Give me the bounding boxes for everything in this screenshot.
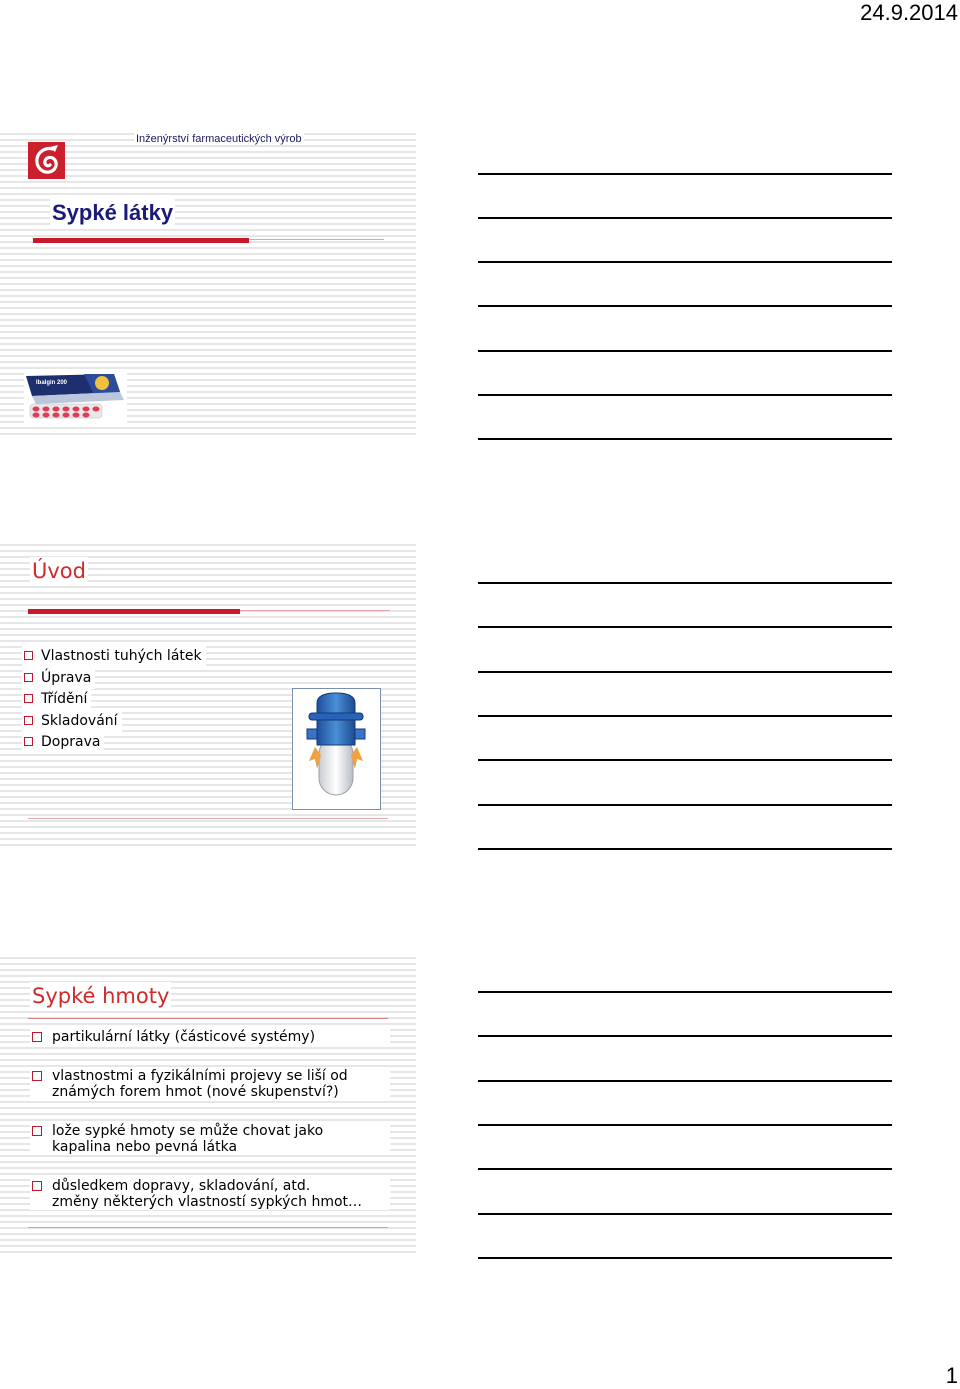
note-line	[478, 848, 892, 850]
slide-title: Sypké látky	[52, 200, 174, 225]
note-line	[478, 350, 892, 352]
note-line	[478, 991, 892, 993]
note-line	[478, 715, 892, 717]
checkbox-bullet-icon	[32, 1032, 42, 1042]
note-line	[478, 173, 892, 175]
note-line	[478, 305, 892, 307]
note-line	[478, 1213, 892, 1215]
list-item: Doprava	[22, 732, 104, 754]
list-item: partikulární látky (částicové systémy)	[30, 1029, 390, 1045]
note-line	[478, 217, 892, 219]
note-line	[478, 1257, 892, 1259]
print-date: 24.9.2014	[860, 0, 958, 25]
note-line	[478, 671, 892, 673]
note-line	[478, 1168, 892, 1170]
note-line	[478, 804, 892, 806]
note-line	[478, 1124, 892, 1126]
note-line	[478, 1035, 892, 1037]
slide-3	[0, 953, 416, 1253]
checkbox-bullet-icon	[32, 1181, 42, 1191]
list-item: Třídění	[22, 689, 91, 711]
checkbox-bullet-icon	[24, 737, 33, 746]
note-line	[478, 626, 892, 628]
list-item: Úprava	[22, 668, 95, 690]
capsule-diagram-image	[292, 688, 381, 810]
title-underline-thin	[249, 239, 384, 240]
medicine-package-image	[24, 372, 127, 424]
checkbox-bullet-icon	[24, 651, 33, 660]
slide-title: Sypké hmoty	[32, 984, 170, 1008]
checkbox-bullet-icon	[24, 716, 33, 725]
slide-2	[0, 540, 416, 849]
page-number: 1	[945, 1363, 958, 1388]
footer-line	[28, 1227, 388, 1228]
bullet-list	[22, 646, 206, 754]
list-item: Skladování	[22, 711, 122, 733]
note-line	[478, 394, 892, 396]
checkbox-bullet-icon	[32, 1071, 42, 1081]
university-logo	[28, 142, 65, 179]
title-underline	[33, 238, 249, 243]
footer-line	[28, 818, 388, 819]
list-item: důsledkem dopravy, skladování, atd. změny některých vlastností sypkých hmot…	[30, 1178, 390, 1210]
list-item: vlastnostmi a fyzikálními projevy se liší od známých forem hmot (nové skupenství?)	[30, 1068, 390, 1100]
course-header: Inženýrství farmaceutických výrob	[136, 133, 302, 145]
title-underline-thin	[240, 610, 390, 611]
note-line	[478, 1080, 892, 1082]
title-underline-thin	[28, 1018, 388, 1019]
list-item: lože sypké hmoty se může chovat jako kapalina nebo pevná látka	[30, 1123, 390, 1155]
checkbox-bullet-icon	[24, 694, 33, 703]
note-line	[478, 582, 892, 584]
note-line	[478, 261, 892, 263]
bullet-list	[30, 1029, 390, 1233]
package-label: Ibalgin 200	[36, 380, 68, 386]
title-underline	[28, 609, 240, 614]
note-line	[478, 438, 892, 440]
list-item: Vlastnosti tuhých látek	[22, 646, 206, 668]
checkbox-bullet-icon	[32, 1126, 42, 1136]
note-line	[478, 759, 892, 761]
slide-title: Úvod	[32, 559, 86, 583]
checkbox-bullet-icon	[24, 673, 33, 682]
slide-1	[0, 129, 416, 438]
